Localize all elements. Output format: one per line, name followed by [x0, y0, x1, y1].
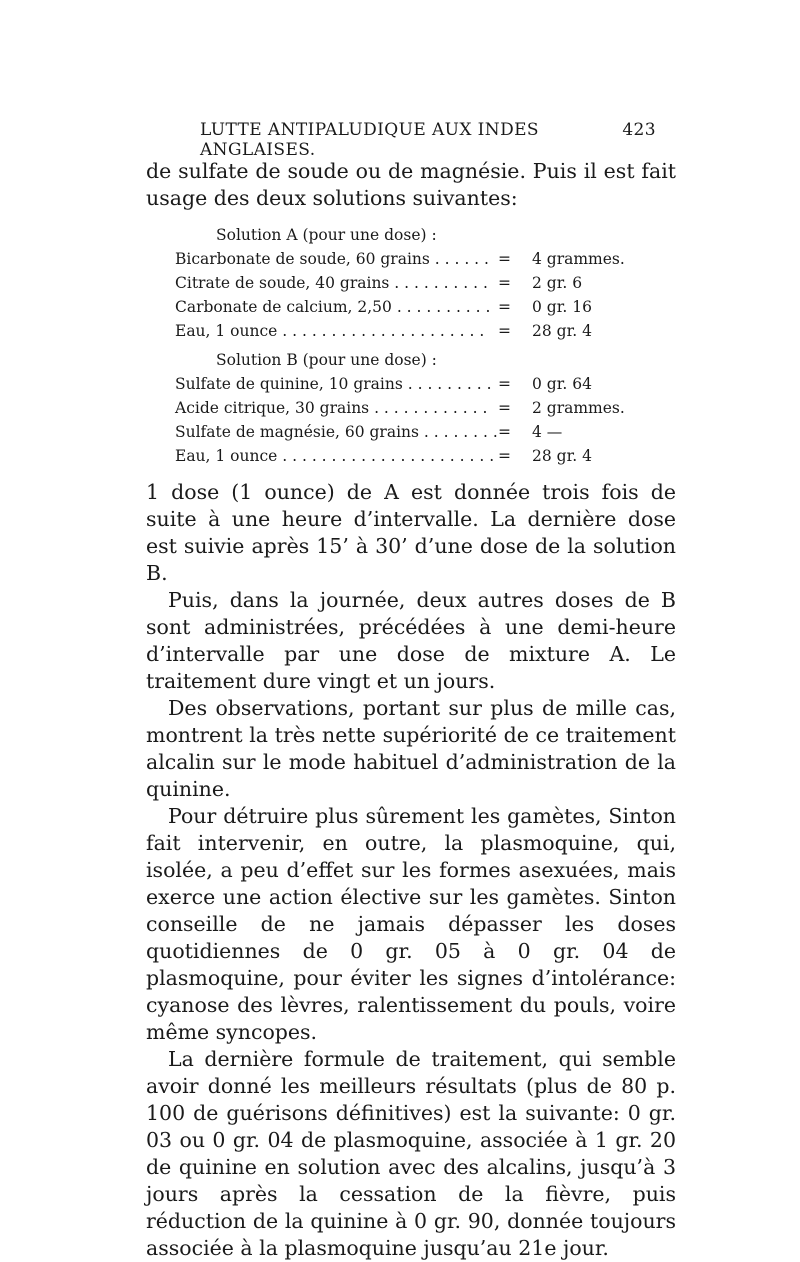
solution-b-title: Solution B (pour une dose) :	[216, 351, 437, 369]
paragraph-formule: La dernière formule de traitement, qui semble avoir donné les meilleurs résultats (plus de 80 p. 100 de guérisons définitives) est la suivante: 0 gr. 03 ou 0 gr. 04 de plasmoquine, associée à 1 gr. 20 de quinine en solution avec des alcalins, jusqu’à 3 jours après la cessation de la fièvre, puis réduction de la quinine à 0 gr. 90, donnée toujours associée à la plasmoquine jusqu’au 21e jour.	[146, 1047, 676, 1260]
paragraph-dose: 1 dose (1 ounce) de A est donnée trois fois de suite à une heure d’intervalle. La dernière dose est suivie après 15’ à 30’ d’une dose de la solution B.	[146, 480, 676, 585]
recipe-row	[175, 271, 655, 295]
equals-sign: =	[498, 250, 511, 268]
equals-sign: =	[498, 423, 511, 441]
recipe-row	[175, 420, 655, 444]
running-title: LUTTE ANTIPALUDIQUE AUX INDES ANGLAISES.	[200, 120, 539, 160]
equals-sign: =	[498, 298, 511, 316]
recipe-row	[175, 396, 655, 420]
recipe-row	[175, 319, 655, 343]
ingredient-label: Sulfate de quinine, 10 grains . . . . . . . . .	[175, 375, 492, 393]
ingredient-value: 28 gr. 4	[532, 447, 592, 465]
ingredient-value: 2 grammes.	[532, 399, 625, 417]
paragraph-journee: Puis, dans la journée, deux autres doses de B sont administrées, précédées à une demi-heure d’intervalle par une dose de mixture A. Le traitement dure vingt et un jours.	[146, 588, 676, 693]
solution-a-block	[175, 223, 655, 343]
ingredient-label: Sulfate de magnésie, 60 grains . . . . . . . .	[175, 423, 498, 441]
equals-sign: =	[498, 375, 511, 393]
paragraph-observations: Des observations, portant sur plus de mille cas, montrent la très nette supériorité de ce traitement alcalin sur le mode habituel d’administration de la quinine.	[146, 696, 676, 801]
ingredient-label: Acide citrique, 30 grains . . . . . . . . . . . .	[175, 399, 488, 417]
intro-paragraph: de sulfate de soude ou de magnésie. Puis il est fait usage des deux solutions suivantes:	[146, 159, 676, 210]
ingredient-label: Bicarbonate de soude, 60 grains . . . . . .	[175, 250, 489, 268]
ingredient-label: Eau, 1 ounce . . . . . . . . . . . . . . . . . . . . .	[175, 322, 485, 340]
ingredient-value: 4 —	[532, 423, 563, 441]
recipe-row	[175, 372, 655, 396]
ingredient-value: 28 gr. 4	[532, 322, 592, 340]
recipe-row	[175, 444, 655, 468]
page-number: 423	[622, 120, 656, 140]
recipe-row	[175, 247, 655, 271]
ingredient-label: Citrate de soude, 40 grains . . . . . . . . . .	[175, 274, 488, 292]
equals-sign: =	[498, 447, 511, 465]
recipe-row	[175, 295, 655, 319]
ingredient-label: Carbonate de calcium, 2,50 . . . . . . . . . .	[175, 298, 491, 316]
ingredient-value: 4 grammes.	[532, 250, 625, 268]
ingredient-value: 0 gr. 64	[532, 375, 592, 393]
solution-b-block	[175, 348, 655, 468]
equals-sign: =	[498, 399, 511, 417]
equals-sign: =	[498, 322, 511, 340]
ingredient-label: Eau, 1 ounce . . . . . . . . . . . . . . . . . . . . . .	[175, 447, 495, 465]
solution-a-title: Solution A (pour une dose) :	[216, 226, 437, 244]
equals-sign: =	[498, 274, 511, 292]
ingredient-value: 2 gr. 6	[532, 274, 583, 292]
ingredient-value: 0 gr. 16	[532, 298, 592, 316]
body-text	[146, 479, 676, 1262]
paragraph-gametes: Pour détruire plus sûrement les gamètes, Sinton fait intervenir, en outre, la plasmoquine, qui, isolée, a peu d’effet sur les formes asexuées, mais exerce une action élective sur les gamètes. Sinton conseille de ne jamais dépasser les doses quotidiennes de 0 gr. 05 à 0 gr. 04 de plasmoquine, pour éviter les signes d’intolérance: cyanose des lèvres, ralentissement du pouls, voire même syncopes.	[146, 804, 676, 1044]
